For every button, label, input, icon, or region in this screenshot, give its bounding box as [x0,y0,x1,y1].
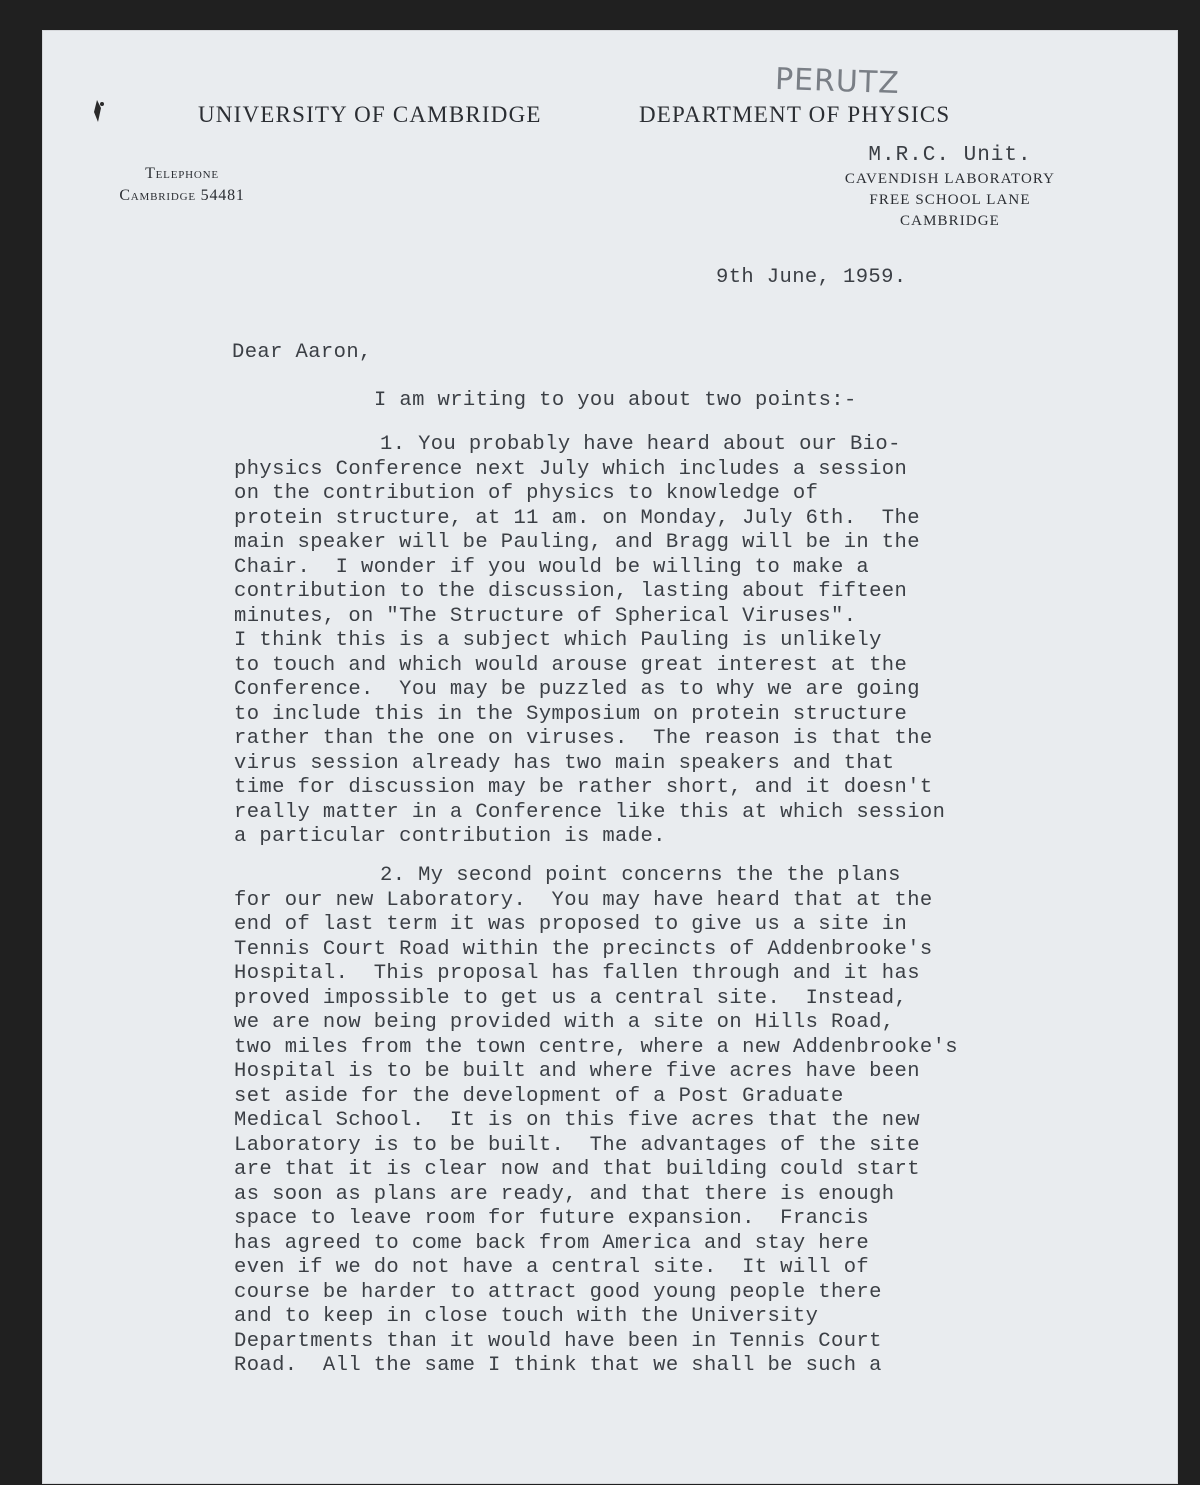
text-line: Laboratory is to be built. The advantages of the site [234,1133,920,1157]
ink-blot-mark [88,98,106,124]
text-line: to touch and which would arouse great interest at the [234,653,908,677]
text-line: to include this in the Symposium on protein structure [234,702,908,726]
text-line: on the contribution of physics to knowledge of [234,482,819,505]
text-line: Hospital is to be built and where five acres have been [234,1060,920,1083]
handwritten-annotation: PERUTZ [774,61,901,102]
text-line: I think this is a subject which Pauling is unlikely [234,629,882,652]
text-line: 1. You probably have heard about our Bio- [380,433,901,456]
letterhead-address [790,143,1110,232]
salutation: Dear Aaron, [232,341,372,364]
text-line: Conference. You may be puzzled as to why we are going [234,678,920,701]
text-line: Chair. I wonder if you would be willing to make a [234,555,870,579]
text-line: end of last term it was proposed to give us a site in [234,913,908,936]
text-line: a particular contribution is made. [234,825,666,848]
text-line: protein structure, at 11 am. on Monday, July 6th. The [234,506,920,530]
unit-name: M.R.C. Unit. [868,144,1032,167]
text-line: are that it is clear now and that building could start [234,1158,920,1181]
paragraph-1 [234,433,1114,850]
intro-line: I am writing to you about two points:- [374,389,857,412]
text-line: as soon as plans are ready, and that there is enough [234,1182,895,1206]
text-line: Tennis Court Road within the precincts of Addenbrooke's [234,937,933,961]
text-line: for our new Laboratory. You may have heard that at the [234,888,933,912]
text-line: minutes, on "The Structure of Spherical Viruses". [234,604,857,628]
text-line: even if we do not have a central site. It will of [234,1256,870,1279]
text-line: Hospital. This proposal has fallen through and it has [234,962,920,985]
text-line: we are now being provided with a site on Hills Road, [234,1011,895,1034]
address-line: CAVENDISH LABORATORY [844,171,1056,187]
text-line: set aside for the development of a Post Graduate [234,1084,844,1108]
text-line: physics Conference next July which includes a session [234,457,908,481]
text-line: virus session already has two main speakers and that [234,751,895,775]
text-line: Medical School. It is on this five acres that the new [234,1109,920,1132]
telephone-number: Cambridge 54481 [119,187,245,204]
text-line: and to keep in close touch with the University [234,1305,819,1328]
text-line: Departments than it would have been in Tennis Court [234,1329,882,1353]
text-line: course be harder to attract good young people there [234,1280,882,1304]
paragraph-2 [234,864,1114,1379]
letterhead-university: UNIVERSITY OF CAMBRIDGE [198,102,542,127]
address-line: FREE SCHOOL LANE [869,192,1031,208]
text-line: proved impossible to get us a central site. Instead, [234,986,908,1010]
text-line: rather than the one on viruses. The reason is that the [234,727,933,750]
text-line: space to leave room for future expansion. Francis [234,1207,870,1230]
text-line: two miles from the town centre, where a new Addenbrooke's [234,1035,959,1059]
text-line: Road. All the same I think that we shall be such a [234,1354,882,1377]
text-line: really matter in a Conference like this at which session [234,800,946,824]
letterhead-telephone [112,163,252,207]
address-line: CAMBRIDGE [900,213,1000,229]
text-line: 2. My second point concerns the the plans [380,864,901,887]
text-line: main speaker will be Pauling, and Bragg will be in the [234,531,920,554]
text-line: has agreed to come back from America and stay here [234,1231,870,1255]
text-line: time for discussion may be rather short, and it doesn't [234,776,933,799]
letter-date: 9th June, 1959. [716,266,907,289]
telephone-label: Telephone [145,165,219,182]
letterhead-department: DEPARTMENT OF PHYSICS [639,102,951,127]
text-line: contribution to the discussion, lasting about fifteen [234,580,908,603]
